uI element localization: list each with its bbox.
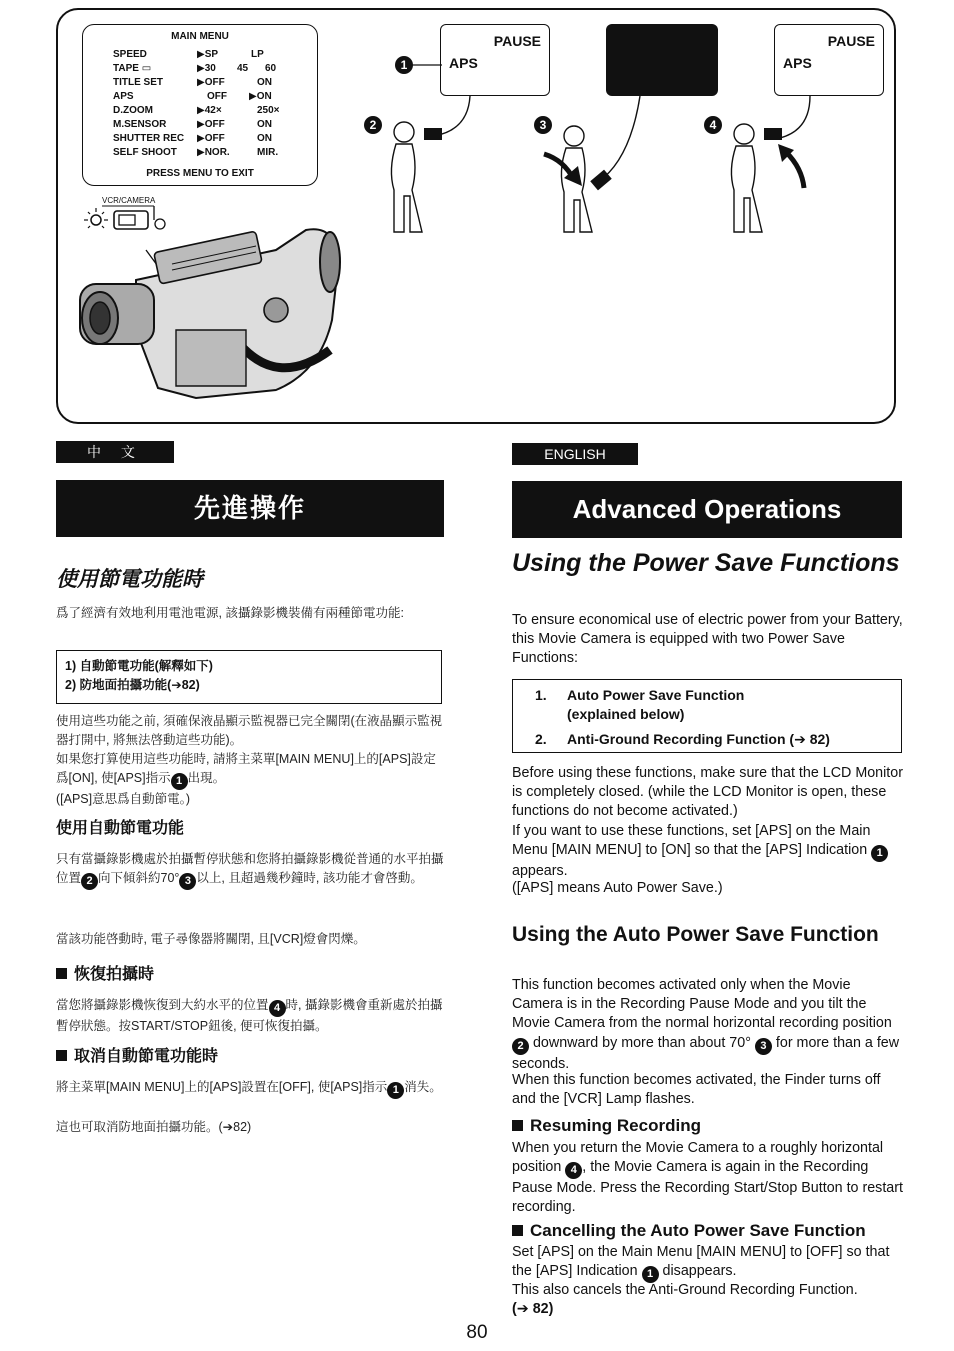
zh-heading-resume xyxy=(56,964,444,986)
zh-text: 出現。 xyxy=(187,771,226,785)
menu-exit-hint: PRESS MENU TO EXIT xyxy=(146,168,254,179)
menu-row-value: ▶ON xyxy=(249,91,272,102)
zh-text: 時, 攝錄影機會重新處於拍攝暫停狀態。按START/STOP鈕後, 便可恢復拍攝。 xyxy=(56,998,443,1033)
zh-function-list xyxy=(56,650,442,704)
osd-aps-text: APS xyxy=(449,55,478,71)
zh-list-item: 2) 防地面拍攝功能(➔82) xyxy=(65,678,200,692)
menu-row-label: TAPE ▭ xyxy=(113,63,152,74)
marker-4: 4 xyxy=(704,116,722,134)
indicator-1-icon: 1 xyxy=(387,1082,404,1099)
menu-row-label: SHUTTER REC xyxy=(113,133,185,144)
en-list-text: Anti-Ground Recording Function (➔ 82) xyxy=(567,731,830,747)
zh-paragraph xyxy=(56,850,444,890)
en-text: Set [APS] on the Main Menu [MAIN MENU] to [OFF] so that the [APS] Indication xyxy=(512,1244,890,1280)
zh-paragraph: 這也可取消防地面拍攝功能。(➔82) xyxy=(56,1120,252,1134)
indicator-3-icon: 3 xyxy=(755,1038,772,1055)
menu-row-value: MIR. xyxy=(257,147,279,158)
bullet-square-icon xyxy=(512,1120,523,1131)
main-menu-screen xyxy=(82,24,318,186)
menu-row-value: ON xyxy=(257,77,272,88)
illustration-frame xyxy=(56,8,896,424)
en-intro: To ensure economical use of electric power from your Battery, this Movie Camera is equipped with two Power Save Functions: xyxy=(512,612,903,667)
en-paragraph xyxy=(512,1243,904,1283)
menu-row-value: OFF xyxy=(207,91,227,102)
en-title: Using the Power Save Functions xyxy=(512,549,900,577)
menu-row-label: APS xyxy=(113,91,134,102)
indicator-2-icon: 2 xyxy=(512,1038,529,1055)
osd-pause-text: PAUSE xyxy=(493,33,541,49)
menu-row-value: ON xyxy=(257,133,272,144)
en-list-number: 1. xyxy=(535,687,547,703)
marker-1: 1 xyxy=(395,56,413,74)
zh-intro: 爲了經濟有效地利用電池電源, 該攝錄影機裝備有兩種節電功能: xyxy=(56,606,404,620)
zh-heading-text: 恢復拍攝時 xyxy=(74,966,155,983)
bullet-square-icon xyxy=(512,1225,523,1236)
menu-row-label: SELF SHOOT xyxy=(113,147,177,158)
osd-aps-text: APS xyxy=(783,55,812,71)
zh-text: 將主菜單[MAIN MENU]上的[APS]設置在[OFF], 使[APS]指示 xyxy=(56,1080,388,1094)
en-text: When you return the Movie Camera to a roughly horizontal position xyxy=(512,1140,884,1176)
zh-title: 使用節電功能時 xyxy=(56,568,203,591)
en-text: downward by more than about 70° xyxy=(532,1034,751,1051)
menu-row-label: TITLE SET xyxy=(113,77,163,88)
en-heading-resume xyxy=(512,1115,904,1136)
menu-row-value: 60 xyxy=(265,63,277,74)
menu-row-value: ▶OFF xyxy=(197,133,225,144)
marker-3: 3 xyxy=(534,116,552,134)
page-number: 80 xyxy=(466,1322,488,1343)
zh-text: 向下傾斜約70° xyxy=(98,871,180,885)
menu-row-value: LP xyxy=(251,49,264,60)
zh-text: 以上, 且超過幾秒鐘時, 該功能才會啓動。 xyxy=(196,871,423,885)
menu-row-value: 250× xyxy=(257,105,280,116)
en-heading-auto: Using the Auto Power Save Function xyxy=(512,923,879,946)
bullet-square-icon xyxy=(56,968,67,979)
indicator-3-icon: 3 xyxy=(179,873,196,890)
menu-row-label: SPEED xyxy=(113,49,147,60)
indicator-1-icon: 1 xyxy=(871,845,888,862)
en-text: This function becomes activated only when the Movie Camera is in the Recording Pause Mode and you tilt the Movie Camera from the normal horizontal recording position xyxy=(512,977,892,1032)
menu-row-value: ▶42× xyxy=(197,105,222,116)
en-heading-text: Cancelling the Auto Power Save Function xyxy=(530,1221,866,1240)
zh-heading-auto: 使用自動節電功能 xyxy=(56,820,185,837)
switch-label: VCR/CAMERA xyxy=(102,196,156,205)
en-text: , the Movie Camera is again in the Recording Pause Mode. Press the Recording Start/Stop Button to restart recording. xyxy=(512,1159,903,1216)
zh-text: 消失。 xyxy=(404,1080,442,1094)
zh-paragraph: 當該功能啓動時, 電子尋像器將關閉, 且[VCR]燈會閃爍。 xyxy=(56,932,366,946)
bullet-square-icon xyxy=(56,1050,67,1061)
en-list-text: (explained below) xyxy=(567,706,685,722)
menu-row-value: ▶SP xyxy=(197,49,219,60)
en-heading-cancel xyxy=(512,1220,904,1241)
en-paragraph xyxy=(512,822,904,881)
indicator-1-icon: 1 xyxy=(171,773,188,790)
zh-text: 只有當攝錄影機處於拍攝暫停狀態和您將拍攝錄影機從普通的水平拍攝位置 xyxy=(56,852,444,885)
en-paragraph: When this function becomes activated, the Finder turns off and the [VCR] Lamp flashes. xyxy=(512,1072,881,1108)
en-text: If you want to use these functions, set [APS] on the Main Menu [MAIN MENU] to [ON] so that the [APS] Indication xyxy=(512,823,871,859)
menu-row-label: M.SENSOR xyxy=(113,119,167,130)
en-text: for more than a few seconds. xyxy=(512,1034,900,1072)
lang-tag-chinese: 中 文 xyxy=(56,441,174,463)
menu-row-value: ▶OFF xyxy=(197,77,225,88)
en-paragraph xyxy=(512,1139,904,1218)
en-function-list xyxy=(512,679,902,753)
zh-text: 當您將攝錄影機恢復到大約水平的位置 xyxy=(56,998,269,1012)
indicator-1-icon: 1 xyxy=(642,1266,659,1283)
banner-english: Advanced Operations xyxy=(512,481,902,538)
en-text: This also cancels the Anti-Ground Recording Function. xyxy=(512,1282,858,1298)
en-paragraph xyxy=(512,1281,904,1319)
zh-heading-text: 取消自動節電功能時 xyxy=(74,1048,219,1065)
en-list-text: Auto Power Save Function xyxy=(567,687,745,703)
lang-tag-english: ENGLISH xyxy=(512,443,638,465)
en-text: appears. xyxy=(512,863,568,880)
indicator-4-icon: 4 xyxy=(269,1000,286,1017)
zh-paragraph: 使用這些功能之前, 須確保液晶顯示監視器已完全關閉(在液晶顯示監視器打開中, 將無法啓動這些功能)。 xyxy=(56,714,443,747)
zh-heading-cancel xyxy=(56,1046,444,1068)
menu-row-value: ▶OFF xyxy=(197,119,225,130)
en-heading-text: Resuming Recording xyxy=(530,1116,701,1135)
camcorder-illustration xyxy=(76,210,356,410)
en-text: disappears. xyxy=(662,1263,737,1280)
menu-title: MAIN MENU xyxy=(171,31,229,42)
tilt-figures-illustration xyxy=(358,10,896,250)
menu-row-value: ▶NOR. xyxy=(197,147,230,158)
zh-paragraph xyxy=(56,750,444,790)
page-reference: (➔ 82) xyxy=(512,1301,554,1318)
en-paragraph xyxy=(512,976,904,1074)
indicator-4-icon: 4 xyxy=(565,1162,582,1179)
menu-row-value: ON xyxy=(257,119,272,130)
en-list-number: 2. xyxy=(535,731,547,747)
zh-paragraph: ([APS]意思爲自動節電。) xyxy=(56,792,191,806)
zh-paragraph xyxy=(56,1078,444,1099)
en-paragraph: ([APS] means Auto Power Save.) xyxy=(512,880,723,896)
marker-2: 2 xyxy=(364,116,382,134)
zh-text: 如果您打算使用這些功能時, 請將主菜單[MAIN MENU]上的[APS]設定爲[ON], 使[APS]指示 xyxy=(56,752,436,785)
menu-row-value: 45 xyxy=(237,63,249,74)
zh-paragraph xyxy=(56,996,444,1036)
banner-chinese: 先進操作 xyxy=(56,480,444,537)
indicator-2-icon: 2 xyxy=(81,873,98,890)
zh-list-item: 1) 自動節電功能(解釋如下) xyxy=(65,659,213,673)
osd-pause-text: PAUSE xyxy=(827,33,875,49)
en-paragraph: Before using these functions, make sure that the LCD Monitor is completely closed. (while the LCD Monitor is open, these functions do not become activated.) xyxy=(512,765,903,820)
menu-row-label: D.ZOOM xyxy=(113,105,153,116)
menu-row-value: ▶30 xyxy=(197,63,216,74)
